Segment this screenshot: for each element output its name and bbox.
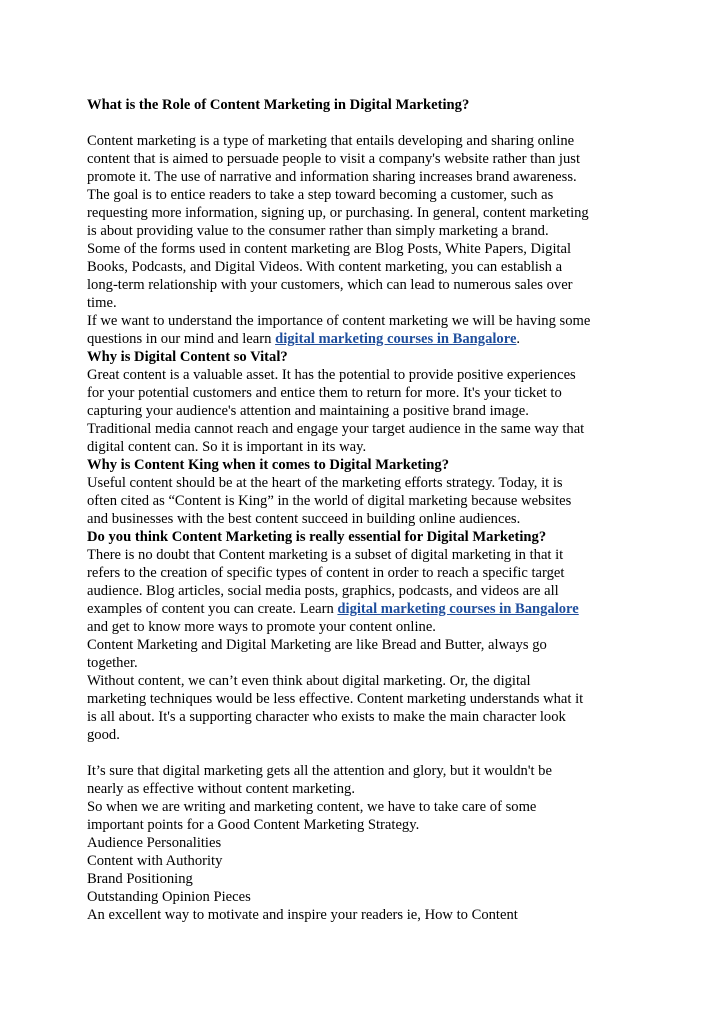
text-line: long-term relationship with your customers, which can lead to numerous sales over [87, 277, 573, 293]
text-line: often cited as “Content is King” in the world of digital marketing because websites [87, 493, 572, 509]
document-title: What is the Role of Content Marketing in Digital Marketing? [87, 97, 470, 113]
heading-vital: Why is Digital Content so Vital? [87, 349, 288, 365]
essential-paragraph [87, 546, 647, 600]
text-line: capturing your audience's attention and maintaining a positive brand image. [87, 403, 529, 419]
text-line: Content with Authority [87, 853, 223, 869]
essential-link-prefix: examples of content you can create. Learn [87, 601, 338, 617]
text-line: If we want to understand the importance of content marketing we will be having some [87, 313, 591, 329]
text-line: Some of the forms used in content marketing are Blog Posts, White Papers, Digital [87, 241, 572, 257]
heading-king: Why is Content King when it comes to Digital Marketing? [87, 457, 449, 473]
spacer [87, 114, 647, 132]
closing-paragraph [87, 762, 647, 924]
intro-paragraph [87, 132, 647, 330]
essential-after-paragraph [87, 618, 647, 744]
text-line: together. [87, 655, 138, 671]
text-line: It’s sure that digital marketing gets all the attention and glory, but it wouldn't be [87, 763, 552, 779]
courses-link-2[interactable]: digital marketing courses in Bangalore [337, 601, 579, 617]
text-line: Audience Personalities [87, 835, 222, 851]
text-line: for your potential customers and entice them to return for more. It's your ticket to [87, 385, 562, 401]
king-paragraph [87, 474, 647, 528]
text-line: Outstanding Opinion Pieces [87, 889, 251, 905]
text-line: Useful content should be at the heart of the marketing efforts strategy. Today, it is [87, 475, 563, 491]
intro-link-suffix: . [516, 331, 521, 347]
text-line: Brand Positioning [87, 871, 193, 887]
text-line: promote it. The use of narrative and information sharing increases brand awareness. [87, 169, 577, 185]
text-line: refers to the creation of specific types of content in order to reach a specific target [87, 565, 565, 581]
text-line: audience. Blog articles, social media posts, graphics, podcasts, and videos are all [87, 583, 559, 599]
text-line: content that is aimed to persuade people to visit a company's website rather than just [87, 151, 581, 167]
text-line: and get to know more ways to promote your content online. [87, 619, 436, 635]
text-line: nearly as effective without content marketing. [87, 781, 355, 797]
intro-link-line [87, 330, 647, 348]
spacer [87, 744, 647, 762]
text-line: digital content can. So it is important in its way. [87, 439, 367, 455]
document-page [87, 96, 647, 924]
text-line: good. [87, 727, 120, 743]
text-line: important points for a Good Content Marketing Strategy. [87, 817, 420, 833]
text-line: The goal is to entice readers to take a step toward becoming a customer, such as [87, 187, 554, 203]
intro-link-prefix: questions in our mind and learn [87, 331, 276, 347]
text-line: Without content, we can’t even think about digital marketing. Or, the digital [87, 673, 531, 689]
text-line: Traditional media cannot reach and engage your target audience in the same way that [87, 421, 585, 437]
vital-paragraph [87, 366, 647, 456]
heading-essential: Do you think Content Marketing is really essential for Digital Marketing? [87, 529, 547, 545]
text-line: An excellent way to motivate and inspire your readers ie, How to Content [87, 907, 518, 923]
courses-link[interactable]: digital marketing courses in Bangalore [275, 331, 517, 347]
text-line: and businesses with the best content succeed in building online audiences. [87, 511, 521, 527]
text-line: marketing techniques would be less effective. Content marketing understands what it [87, 691, 584, 707]
text-line: Great content is a valuable asset. It has the potential to provide positive experiences [87, 367, 576, 383]
text-line: is about providing value to the consumer rather than simply marketing a brand. [87, 223, 549, 239]
text-line: So when we are writing and marketing content, we have to take care of some [87, 799, 537, 815]
essential-link-line [87, 600, 647, 618]
text-line: Books, Podcasts, and Digital Videos. With content marketing, you can establish a [87, 259, 563, 275]
text-line: is all about. It's a supporting character who exists to make the main character look [87, 709, 566, 725]
text-line: requesting more information, signing up, or purchasing. In general, content marketing [87, 205, 589, 221]
text-line: Content marketing is a type of marketing that entails developing and sharing online [87, 133, 575, 149]
text-line: There is no doubt that Content marketing is a subset of digital marketing in that it [87, 547, 564, 563]
text-line: Content Marketing and Digital Marketing are like Bread and Butter, always go [87, 637, 547, 653]
text-line: time. [87, 295, 117, 311]
